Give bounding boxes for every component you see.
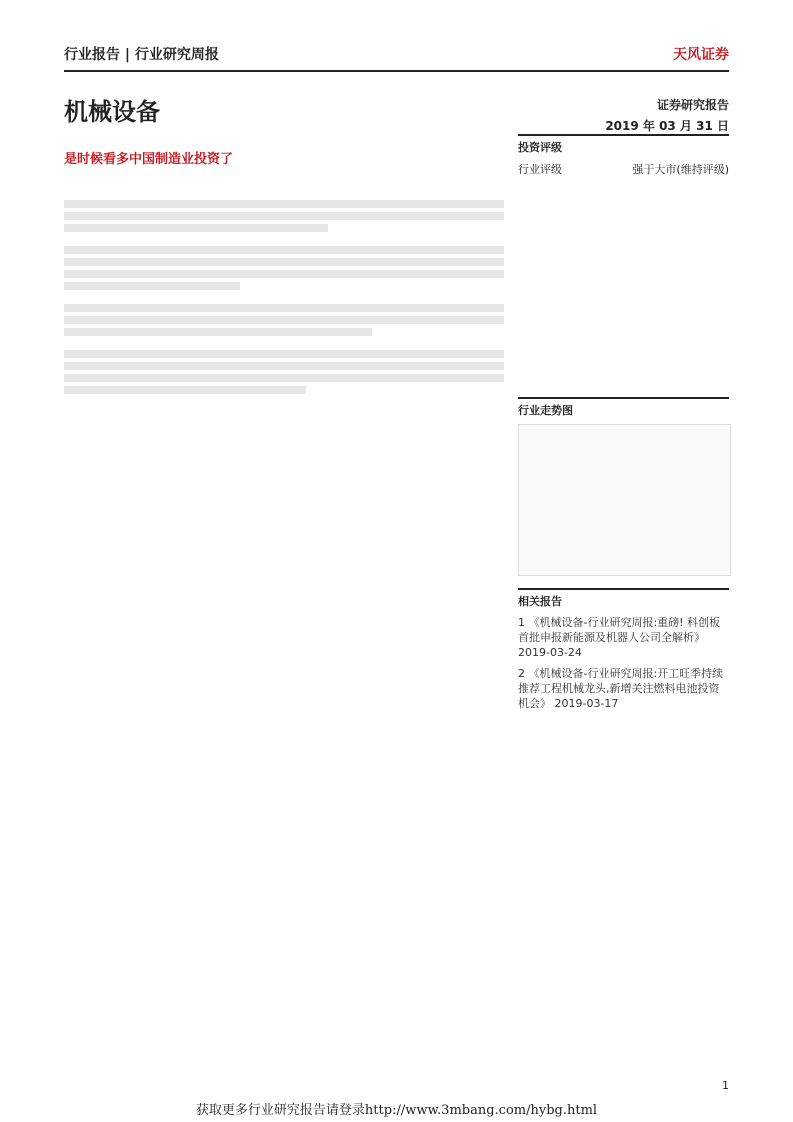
chart-title: 行业走势图 <box>518 397 729 418</box>
placeholder-block <box>64 350 504 394</box>
placeholder-block <box>64 200 504 232</box>
rating-value: 强于大市(维持评级) <box>632 163 729 176</box>
subtitle: 是时候看多中国制造业投资了 <box>64 152 234 167</box>
related-reports <box>518 588 729 711</box>
rating-title: 投资评级 <box>518 134 729 155</box>
placeholder-block <box>64 246 504 290</box>
report-header <box>64 40 729 72</box>
placeholder-block <box>64 304 504 336</box>
related-item[interactable]: 2 《机械设备-行业研究周报:开工旺季持续推荐工程机械龙头,新增关注燃料电池投资机会》 2019-03-17 <box>518 667 724 710</box>
brand-logo: 天风证券 <box>673 47 729 63</box>
related-item[interactable]: 1 《机械设备-行业研究周报:重磅! 科创板首批申报新能源及机器人公司全解析》 2019-03-24 <box>518 616 721 659</box>
page-title: 机械设备 <box>64 98 160 126</box>
rating-label: 行业评级 <box>518 163 562 176</box>
doc-type: 证券研究报告 <box>656 98 729 112</box>
breadcrumb: 行业报告 | 行业研究周报 <box>64 47 219 63</box>
related-title: 相关报告 <box>518 588 729 609</box>
sidebar <box>518 134 729 717</box>
report-date: 2019 年 03 月 31 日 <box>605 119 729 133</box>
report-meta <box>605 96 729 138</box>
body-column <box>64 196 504 408</box>
trend-chart-placeholder <box>518 424 731 576</box>
page-number: 1 <box>722 1079 729 1092</box>
rating-row <box>518 161 729 177</box>
footer-link[interactable]: 获取更多行业研究报告请登录http://www.3mbang.com/hybg.html <box>195 1103 598 1118</box>
